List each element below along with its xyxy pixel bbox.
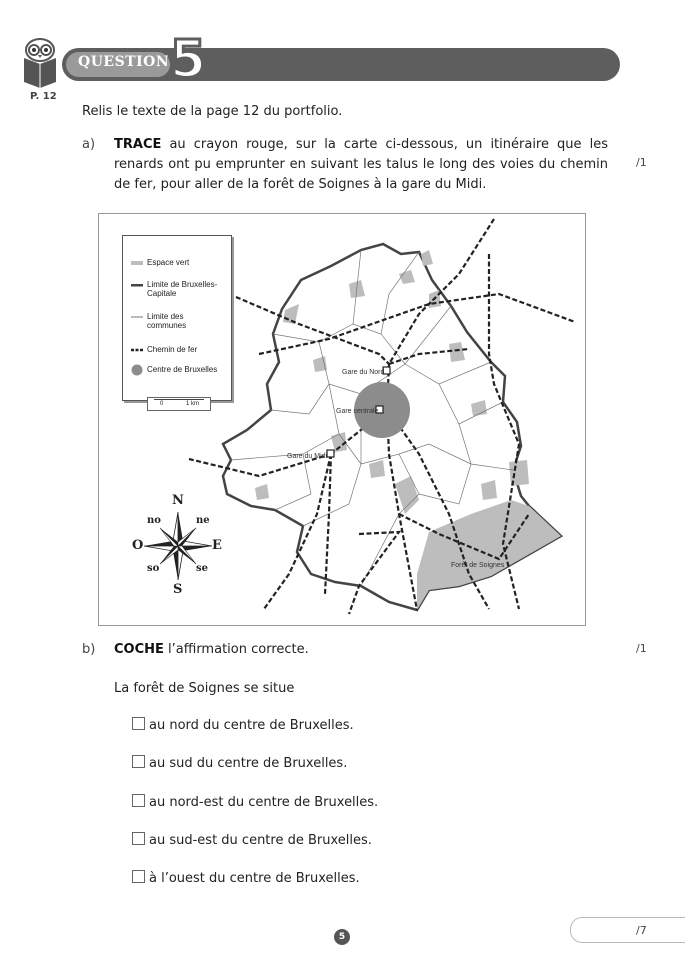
compass-e: E (212, 538, 222, 553)
commune-limit-line-icon (131, 315, 143, 319)
scale-bar: 0 1 km (147, 397, 211, 411)
page-number: 5 (334, 929, 350, 945)
page-reference: P. 12 (30, 91, 57, 102)
part-a-verb: TRACE (114, 137, 162, 152)
checkbox[interactable] (132, 717, 145, 730)
legend-region-limit: Limite de Bruxelles-Capitale (133, 280, 223, 298)
question-number: 5 (170, 30, 207, 90)
part-a-body: au crayon rouge, sur la carte ci-dessous, un itinéraire que les renards ont pu emprunter en suivant les talus le long des voies du chemin de fer, pour aller de la forêt de Soignes à la gare du Midi. (114, 137, 608, 192)
legend-center: Centre de Bruxelles (133, 365, 217, 374)
label-foret: Forêt de Soignes (451, 562, 505, 569)
compass-s: S (173, 582, 183, 597)
checkbox[interactable] (132, 755, 145, 768)
compass-n: N (172, 493, 184, 508)
total-score-box (570, 917, 685, 943)
part-b-verb: COCHE (114, 642, 164, 657)
label-gare-nord: Gare du Nord (342, 369, 385, 376)
part-b-body: l’affirmation correcte. (163, 642, 309, 657)
part-a-instruction (114, 135, 608, 195)
map-legend (122, 235, 232, 407)
compass-rose (130, 493, 225, 597)
intro-text: Relis le texte de la page 12 du portfolio. (82, 104, 343, 119)
compass-no: no (147, 515, 161, 526)
part-a-score: /1 (636, 156, 647, 169)
option-sud[interactable]: au sud du centre de Bruxelles. (132, 754, 347, 774)
option-ouest[interactable]: à l’ouest du centre de Bruxelles. (132, 869, 360, 889)
center-dot-icon (131, 364, 143, 376)
option-nord[interactable]: au nord du centre de Bruxelles. (132, 716, 354, 736)
owl-book-icon (22, 38, 58, 88)
option-nord-est[interactable]: au nord-est du centre de Bruxelles. (132, 793, 378, 813)
legend-green-space: Espace vert (133, 258, 189, 267)
question-label: QUESTION (78, 54, 170, 70)
legend-commune-limit: Limite des communes (133, 312, 213, 330)
part-b-score: /1 (636, 642, 647, 655)
part-b-stem: La forêt de Soignes se situe (114, 681, 295, 696)
part-a-letter: a) (82, 137, 96, 152)
compass-se: se (196, 563, 208, 574)
part-b-instruction (114, 640, 309, 660)
green-space-swatch-icon (131, 261, 143, 265)
compass-ne: ne (196, 515, 210, 526)
checkbox[interactable] (132, 870, 145, 883)
part-b-letter: b) (82, 642, 96, 657)
railway-line-icon (131, 348, 143, 352)
compass-so: so (147, 563, 160, 574)
compass-star-icon (130, 496, 225, 596)
region-limit-line-icon (131, 283, 143, 287)
legend-railway: Chemin de fer (133, 345, 197, 354)
checkbox[interactable] (132, 832, 145, 845)
checkbox[interactable] (132, 794, 145, 807)
compass-o: O (132, 538, 144, 553)
label-gare-centrale: Gare centrale (336, 408, 379, 415)
total-score: /7 (636, 924, 647, 937)
label-gare-midi: Gare du Midi (287, 453, 328, 460)
option-sud-est[interactable]: au sud-est du centre de Bruxelles. (132, 831, 372, 851)
